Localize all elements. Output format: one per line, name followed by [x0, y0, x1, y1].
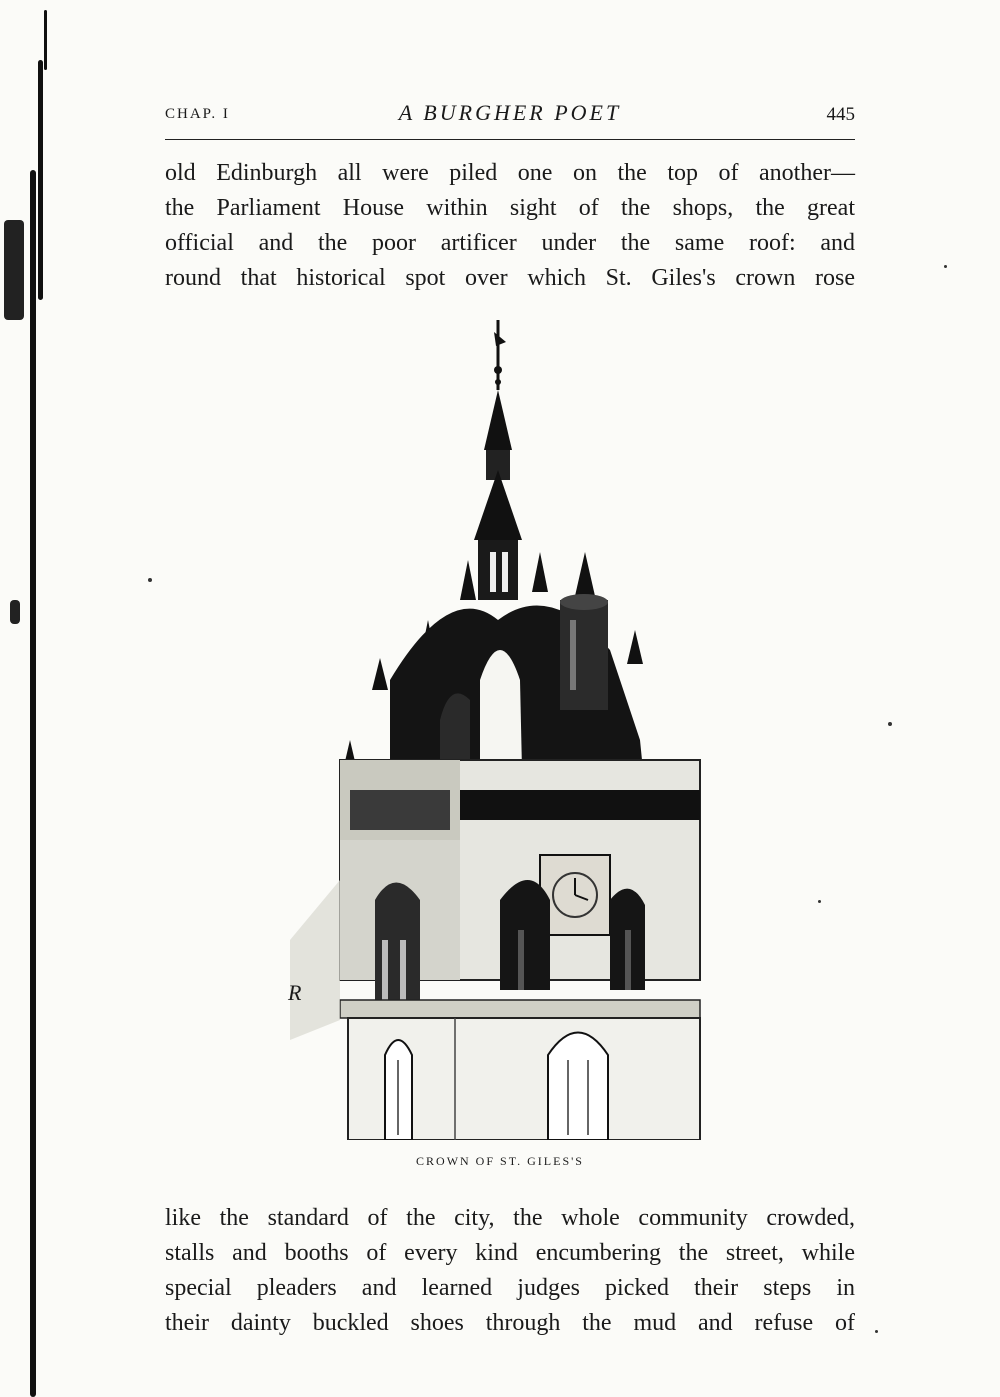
paper-speck: [944, 265, 947, 268]
text-line: special pleaders and learned judges picked their steps in: [165, 1275, 855, 1301]
binding-edge-top: [44, 10, 47, 70]
binding-edge: [30, 170, 36, 1397]
figure-caption: CROWN OF ST. GILES'S: [416, 1154, 584, 1168]
artist-monogram: R: [288, 980, 302, 1005]
binding-edge-mid: [38, 60, 43, 300]
header-rule: [165, 139, 855, 140]
text-line: official and the poor artificer under the same roof: and: [165, 230, 855, 256]
binding-shadow-small: [10, 600, 20, 624]
running-title: A BURGHER POET: [398, 100, 622, 125]
crown-of-st-giles-illustration: [290, 320, 710, 1140]
text-line: the Parliament House within sight of the shops, the great: [165, 195, 855, 221]
paper-speck: [818, 900, 821, 903]
chapter-label: CHAP. I: [165, 106, 230, 122]
paper-speck: [875, 1330, 878, 1333]
page-number: 445: [826, 104, 855, 125]
paragraph-bottom: [165, 1201, 855, 1341]
text-line: stalls and booths of every kind encumbering the street, while: [165, 1240, 855, 1266]
text-line: round that historical spot over which St. Giles's crown rose: [165, 265, 855, 291]
text-line: their dainty buckled shoes through the mud and refuse of: [165, 1310, 855, 1336]
running-head: [165, 100, 855, 132]
paper-speck: [148, 578, 152, 582]
paper-speck: [888, 722, 892, 726]
paragraph-top: [165, 156, 855, 296]
text-line: like the standard of the city, the whole community crowded,: [165, 1205, 855, 1231]
binding-shadow: [4, 220, 24, 320]
text-line: old Edinburgh all were piled one on the top of another—: [165, 160, 855, 186]
